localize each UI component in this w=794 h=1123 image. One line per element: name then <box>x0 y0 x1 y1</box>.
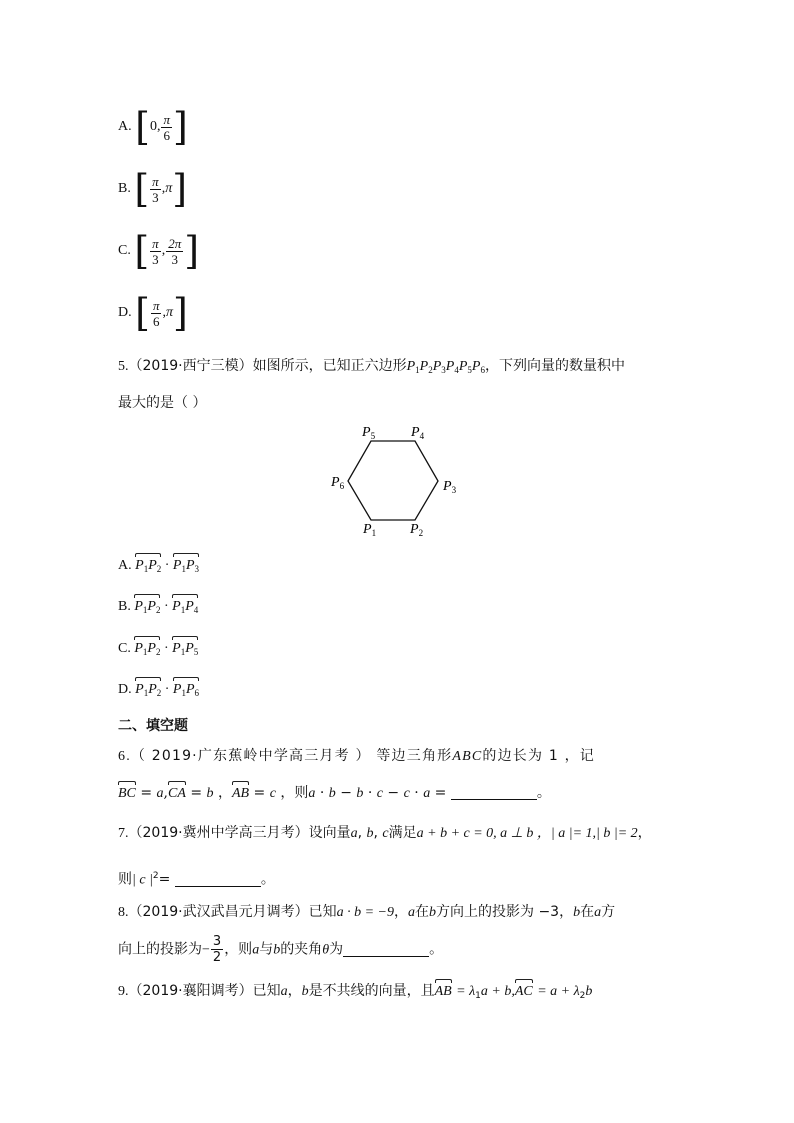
q6-stem-line2: BC = a,CA = b ，AB = c ，则a · b − b · c − c · a = 。 <box>118 783 551 804</box>
q7-answer-blank[interactable] <box>175 872 261 887</box>
hexagon-figure <box>325 420 465 542</box>
q6-stem-line1: 6.（ 2019·广东蕉岭中学高三月考 ） 等边三角形ABC的边长为 1 ，记 <box>118 748 595 764</box>
q8-answer-blank[interactable] <box>343 942 429 957</box>
q4-option-b: B. [ $\frac{\pi}{3}$ ,π] <box>118 167 188 211</box>
q6-answer-blank[interactable] <box>451 785 537 800</box>
q4-option-c: C. [ $\frac{\pi}{3}$ , $\frac{2\pi}{3}$ ] <box>118 229 200 273</box>
hexagon-label-p5: $P_5$ <box>362 425 376 441</box>
q4-option-d: D. [ $\frac{\pi}{6}$ ,π] <box>118 291 188 335</box>
q9-stem-line1: 9.（2019·襄阳调考）已知a，b是不共线的向量，且AB = $\lambda_1a + b,AC = a + \lambda_2b$ <box>118 983 593 1001</box>
q5-stem-line1: 5.（2019·西宁三模）如图所示，已知正六边形$P_1P_2P_3P_4P_5P_6$，下列向量的数量积中 <box>118 358 625 375</box>
hexagon-label-p4: $P_4$ <box>411 425 425 441</box>
q5-option-a: A. $P_1P_2 \cdot P_1P_3$ <box>118 556 199 579</box>
q7-stem-line1: 7.（2019·冀州中学高三月考）设向量a, b, c满足a + b + c = 0, a ⊥ b ，| a |= 1,| b |= 2， <box>118 825 652 841</box>
q7-stem-line2: 则| c $|^2=$ 。 <box>118 871 275 888</box>
q8-stem-line2: 向上的投影为− $\frac{3}{2}$ ，则a与b的夹角θ为 。 <box>118 934 444 965</box>
q4-option-a: A. [0, $\frac{\pi}{6}$ ] <box>118 105 188 149</box>
hexagon-label-p3: $P_3$ <box>443 479 457 495</box>
q5-option-d: D. $P_1P_2 \cdot P_1P_6$ <box>118 680 199 703</box>
q5-stem-line2: 最大的是（ ） <box>118 395 207 411</box>
q5-option-c: C. $P_1P_2 \cdot P_1P_5$ <box>118 639 198 662</box>
section-heading-fill-in: 二、填空题 <box>118 718 188 734</box>
hexagon-label-p1: $P_1$ <box>363 522 377 538</box>
q8-stem-line1: 8.（2019·武汉武昌元月调考）已知a · b = −9，a在b方向上的投影为 −3，b在a方 <box>118 904 616 920</box>
hexagon-shape <box>348 441 438 520</box>
q5-option-b: B. $P_1P_2 \cdot P_1P_4$ <box>118 597 198 620</box>
hexagon-label-p6: $P_6$ <box>331 475 345 491</box>
hexagon-label-p2: $P_2$ <box>410 522 424 538</box>
